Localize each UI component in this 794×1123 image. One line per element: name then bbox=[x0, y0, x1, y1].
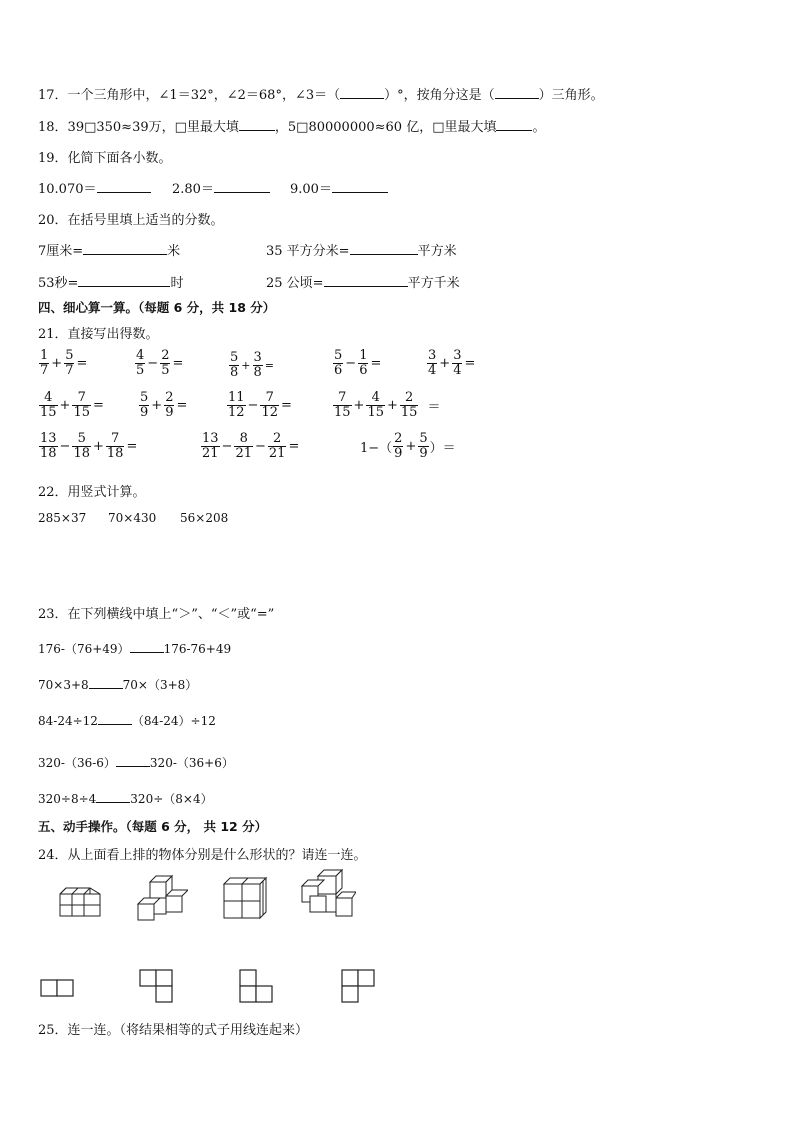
q17-blank-1[interactable] bbox=[340, 87, 384, 99]
top-view-2 bbox=[138, 968, 178, 1008]
q20-title: 20．在括号里填上适当的分数。 bbox=[38, 213, 224, 228]
denominator: 21 bbox=[235, 446, 252, 461]
fraction bbox=[164, 391, 174, 420]
q18-text-a: 18．39□350≈39万，□里最大填 bbox=[38, 120, 239, 135]
operator: + bbox=[51, 356, 63, 371]
denominator: 6 bbox=[359, 363, 368, 378]
numerator: 4 bbox=[366, 391, 385, 406]
fraction bbox=[106, 432, 125, 461]
q20-item-2 bbox=[266, 240, 457, 259]
q23-row-4 bbox=[38, 754, 234, 771]
numerator: 3 bbox=[428, 348, 437, 363]
q20-3-label: 53秒= bbox=[38, 276, 79, 291]
numerator: 11 bbox=[228, 390, 245, 405]
q21-expr-6 bbox=[38, 391, 105, 420]
q20-1-unit: 米 bbox=[167, 244, 181, 259]
operator: − bbox=[59, 439, 71, 454]
q22-item-a: 285×37 bbox=[38, 511, 87, 525]
q24-title: 24．从上面看上排的物体分别是什么形状的？请连一连。 bbox=[38, 848, 367, 863]
q21-title: 21．直接写出得数。 bbox=[38, 327, 159, 342]
operator: + bbox=[59, 398, 71, 413]
q23-title: 23．在下列横线中填上“＞”、“＜”或“=” bbox=[38, 607, 275, 622]
denominator: 18 bbox=[73, 446, 90, 461]
fraction bbox=[253, 351, 263, 380]
fraction bbox=[39, 349, 49, 378]
cube-figure-3 bbox=[220, 874, 270, 922]
q21-expr-11 bbox=[200, 432, 300, 461]
denominator: 18 bbox=[106, 446, 124, 461]
denominator: 15 bbox=[334, 405, 351, 420]
equals: = bbox=[172, 356, 184, 371]
fraction bbox=[333, 349, 343, 378]
q19-b-label: 2.80＝ bbox=[172, 182, 214, 197]
operator: + bbox=[151, 398, 163, 413]
denominator: 21 bbox=[268, 446, 286, 461]
numerator: 4 bbox=[136, 348, 145, 363]
numerator: 3 bbox=[453, 348, 462, 363]
q21-expr-5 bbox=[426, 349, 476, 378]
q21-expr-12 bbox=[360, 432, 456, 461]
question-18 bbox=[38, 116, 546, 135]
numerator: 5 bbox=[334, 348, 343, 363]
q20-1-blank[interactable] bbox=[83, 243, 167, 255]
equals: = bbox=[370, 356, 382, 371]
prefix: 1−（ bbox=[360, 441, 393, 456]
fraction bbox=[139, 391, 149, 420]
equals: = bbox=[126, 439, 138, 454]
denominator: 12 bbox=[261, 405, 278, 420]
numerator: 5 bbox=[419, 431, 428, 446]
q25-title: 25．连一连。（将结果相等的式子用线连起来） bbox=[38, 1023, 309, 1038]
equals: = bbox=[264, 359, 274, 372]
q19-a-label: 10.070＝ bbox=[38, 182, 97, 197]
q20-item-4 bbox=[266, 272, 460, 291]
q23-3-left: 84-24÷12 bbox=[38, 714, 98, 728]
cube-figure-4 bbox=[298, 866, 356, 922]
denominator: 9 bbox=[394, 446, 403, 461]
denominator: 15 bbox=[73, 405, 90, 420]
q23-2-left: 70×3+8 bbox=[38, 678, 89, 692]
denominator: 12 bbox=[228, 405, 245, 420]
denominator: 4 bbox=[428, 363, 437, 378]
fraction bbox=[229, 351, 239, 380]
equals: ＝ bbox=[427, 400, 441, 415]
denominator: 8 bbox=[253, 365, 262, 380]
fraction bbox=[234, 432, 253, 461]
q22-item-c: 56×208 bbox=[180, 511, 229, 525]
equals: = bbox=[176, 398, 188, 413]
numerator: 2 bbox=[268, 432, 287, 447]
fraction bbox=[333, 391, 352, 420]
q20-3-blank[interactable] bbox=[78, 275, 170, 287]
denominator: 8 bbox=[230, 365, 239, 380]
q19-a-blank[interactable] bbox=[97, 181, 151, 193]
numerator: 13 bbox=[202, 431, 219, 446]
section-5-heading: 五、动手操作。（每题 6 分， 共 12 分） bbox=[38, 819, 268, 834]
fraction bbox=[72, 432, 91, 461]
fraction bbox=[358, 349, 368, 378]
q23-5-right: 320÷（8×4） bbox=[130, 792, 213, 806]
operator: − bbox=[147, 356, 159, 371]
q18-text-c: 。 bbox=[532, 120, 546, 135]
q23-4-blank[interactable] bbox=[116, 755, 150, 767]
numerator: 8 bbox=[234, 432, 253, 447]
q19-b-blank[interactable] bbox=[214, 181, 270, 193]
fraction bbox=[160, 349, 170, 378]
denominator: 15 bbox=[367, 405, 384, 420]
fraction bbox=[39, 432, 58, 461]
numerator: 13 bbox=[40, 431, 57, 446]
q23-row-1 bbox=[38, 640, 231, 657]
q20-1-label: 7厘米= bbox=[38, 244, 84, 259]
denominator: 15 bbox=[40, 405, 57, 420]
q21-expr-1 bbox=[38, 349, 88, 378]
equals: = bbox=[76, 356, 88, 371]
q23-4-right: 320-（36+6） bbox=[149, 756, 234, 770]
operator: − bbox=[247, 398, 259, 413]
question-17 bbox=[38, 84, 604, 103]
operator: + bbox=[93, 439, 104, 454]
q23-3-right: （84-24）÷12 bbox=[131, 714, 216, 728]
fraction bbox=[64, 349, 74, 378]
operator: − bbox=[255, 439, 266, 454]
denominator: 5 bbox=[136, 363, 145, 378]
q23-4-left: 320-（36-6） bbox=[38, 756, 116, 770]
cube-figure-1 bbox=[56, 884, 104, 920]
top-view-3 bbox=[238, 968, 278, 1008]
operator: − bbox=[221, 439, 233, 454]
fraction bbox=[400, 391, 419, 420]
q18-blank-1[interactable] bbox=[239, 119, 275, 131]
fraction bbox=[418, 432, 428, 461]
top-view-4 bbox=[340, 968, 380, 1008]
equals: = bbox=[464, 356, 476, 371]
equals: = bbox=[288, 439, 300, 454]
numerator: 2 bbox=[394, 431, 403, 446]
q23-5-left: 320÷8÷4 bbox=[38, 792, 97, 806]
denominator: 5 bbox=[161, 363, 170, 378]
q17-text-c: ）三角形。 bbox=[538, 88, 604, 103]
fraction bbox=[427, 349, 437, 378]
q20-item-3 bbox=[38, 272, 183, 291]
denominator: 6 bbox=[334, 363, 343, 378]
q19-c-blank[interactable] bbox=[332, 181, 388, 193]
numerator: 5 bbox=[140, 390, 149, 405]
denominator: 4 bbox=[453, 363, 462, 378]
q21-expr-9 bbox=[332, 391, 441, 420]
fraction bbox=[366, 391, 385, 420]
numerator: 5 bbox=[230, 350, 239, 365]
numerator: 1 bbox=[40, 348, 49, 363]
denominator: 7 bbox=[40, 363, 49, 378]
q21-expr-8 bbox=[226, 391, 293, 420]
q20-4-unit: 平方千米 bbox=[407, 276, 460, 291]
q23-1-blank[interactable] bbox=[130, 641, 164, 653]
q23-2-right: 70×（3+8） bbox=[122, 678, 198, 692]
numerator: 2 bbox=[165, 390, 174, 405]
operator: + bbox=[439, 356, 451, 371]
top-view-1 bbox=[40, 978, 76, 998]
q19-item-b bbox=[172, 178, 270, 197]
equals: = bbox=[93, 398, 104, 413]
denominator: 15 bbox=[400, 405, 418, 420]
q20-2-blank[interactable] bbox=[350, 243, 418, 255]
denominator: 18 bbox=[40, 446, 57, 461]
numerator: 2 bbox=[161, 348, 170, 363]
q22-item-b: 70×430 bbox=[108, 511, 157, 525]
numerator: 7 bbox=[260, 391, 279, 406]
q20-2-unit: 平方米 bbox=[417, 244, 457, 259]
cube-figure-2 bbox=[134, 872, 188, 924]
fraction bbox=[39, 391, 58, 420]
q20-4-label: 25 公顷= bbox=[266, 276, 324, 291]
q23-1-right: 176-76+49 bbox=[163, 642, 232, 656]
q20-2-label: 35 平方分米= bbox=[266, 244, 350, 259]
fraction bbox=[452, 349, 462, 378]
fraction bbox=[393, 432, 403, 461]
q23-row-3 bbox=[38, 712, 216, 729]
fraction bbox=[260, 391, 279, 420]
q17-text-b: ）°，按角分这是（ bbox=[384, 88, 495, 103]
equals: = bbox=[281, 398, 292, 413]
numerator: 5 bbox=[72, 432, 91, 447]
numerator: 2 bbox=[400, 391, 419, 406]
q20-4-blank[interactable] bbox=[324, 275, 408, 287]
q23-3-blank[interactable] bbox=[98, 713, 132, 725]
q23-1-left: 176-（76+49） bbox=[38, 642, 130, 656]
numerator: 3 bbox=[253, 350, 262, 365]
q17-blank-2[interactable] bbox=[495, 87, 539, 99]
numerator: 4 bbox=[39, 391, 58, 406]
operator: + bbox=[353, 398, 365, 413]
denominator: 7 bbox=[65, 363, 74, 378]
q21-expr-3 bbox=[228, 351, 275, 380]
denominator: 9 bbox=[140, 405, 149, 420]
operator: + bbox=[387, 398, 398, 413]
numerator: 1 bbox=[359, 348, 368, 363]
operator: − bbox=[345, 356, 357, 371]
q19-item-a bbox=[38, 178, 151, 197]
operator: + bbox=[405, 439, 417, 454]
q19-c-label: 9.00＝ bbox=[290, 182, 332, 197]
q21-expr-4 bbox=[332, 349, 382, 378]
numerator: 7 bbox=[106, 432, 125, 447]
q21-expr-10 bbox=[38, 432, 138, 461]
section-4-heading: 四、细心算一算。（每题 6 分，共 18 分） bbox=[38, 300, 276, 315]
q23-row-5 bbox=[38, 790, 213, 807]
denominator: 9 bbox=[419, 446, 428, 461]
q23-2-blank[interactable] bbox=[89, 677, 123, 689]
q21-expr-7 bbox=[138, 391, 188, 420]
q19-title: 19．化简下面各小数。 bbox=[38, 151, 172, 166]
q18-blank-2[interactable] bbox=[496, 119, 532, 131]
q17-text-a: 17．一个三角形中，∠1＝32°，∠2＝68°，∠3＝（ bbox=[38, 88, 341, 103]
q20-item-1 bbox=[38, 240, 180, 259]
q21-expr-2 bbox=[134, 349, 184, 378]
q20-3-unit: 时 bbox=[170, 276, 184, 291]
q18-text-b: ，5□80000000≈60 亿，□里最大填 bbox=[274, 120, 497, 135]
fraction bbox=[72, 391, 91, 420]
q22-title: 22．用竖式计算。 bbox=[38, 485, 146, 500]
numerator: 7 bbox=[333, 391, 352, 406]
denominator: 9 bbox=[165, 405, 174, 420]
fraction bbox=[268, 432, 287, 461]
numerator: 7 bbox=[72, 391, 91, 406]
suffix: ）＝ bbox=[429, 441, 456, 456]
numerator: 5 bbox=[65, 348, 74, 363]
denominator: 21 bbox=[202, 446, 219, 461]
fraction bbox=[201, 432, 220, 461]
fraction bbox=[227, 391, 246, 420]
fraction bbox=[135, 349, 145, 378]
q19-item-c bbox=[290, 178, 388, 197]
q23-5-blank[interactable] bbox=[96, 791, 130, 803]
q23-row-2 bbox=[38, 676, 197, 693]
operator: + bbox=[241, 359, 251, 372]
